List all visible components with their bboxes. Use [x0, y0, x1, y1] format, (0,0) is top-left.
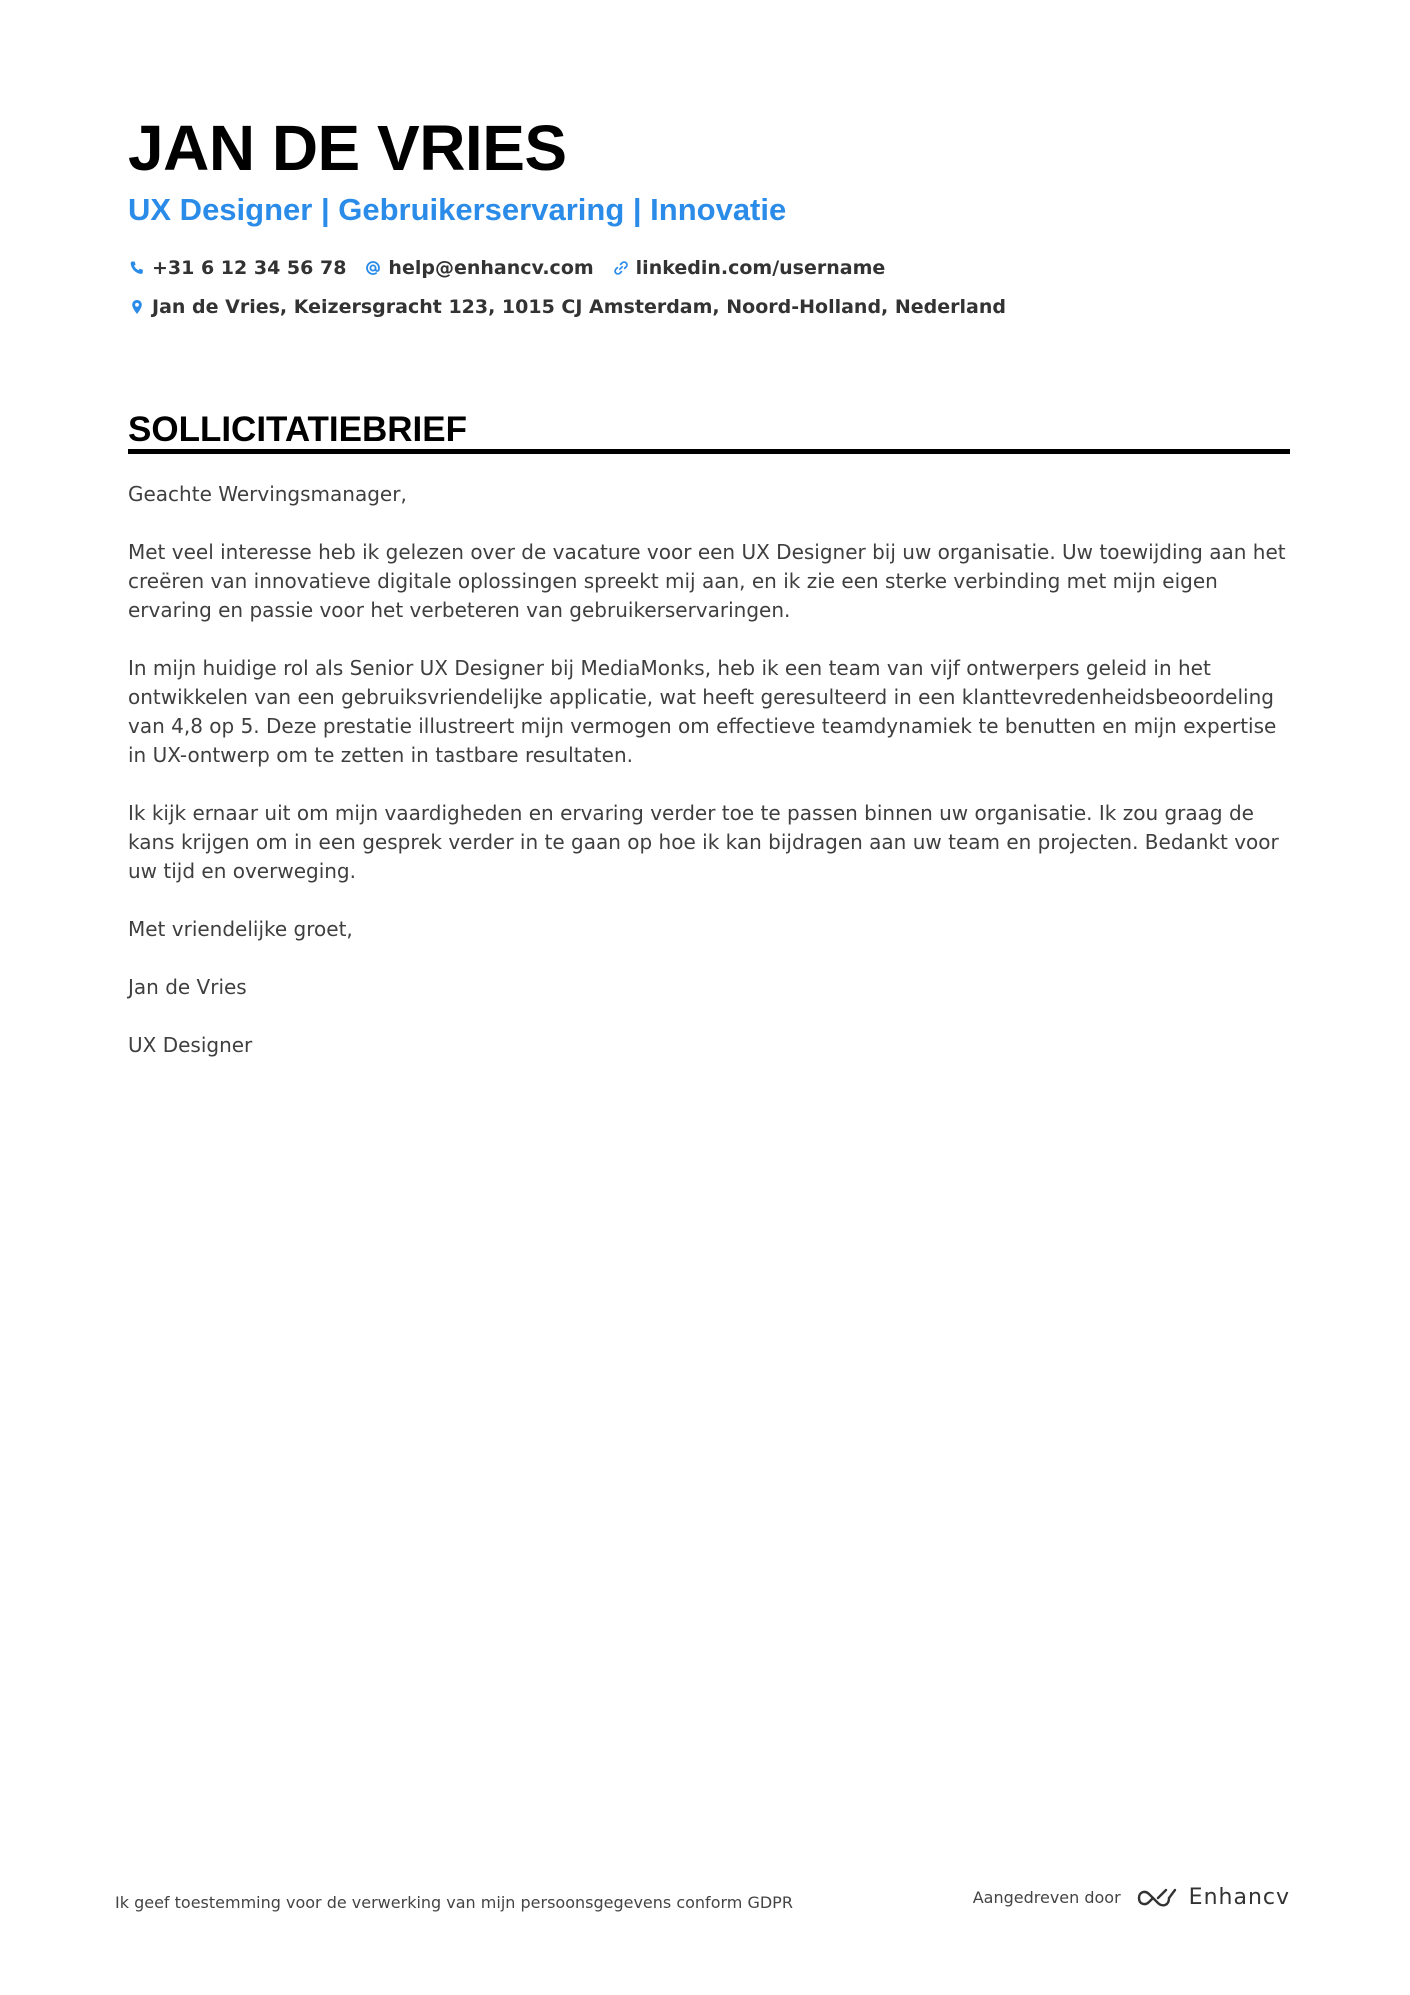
brand-name: Enhancv — [1188, 1885, 1290, 1910]
letter-closing: Met vriendelijke groet, — [128, 917, 353, 941]
address-row — [128, 293, 1024, 321]
candidate-tagline: UX Designer | Gebruikerservaring | Innovatie — [128, 192, 787, 227]
letter-salutation: Geachte Wervingsmanager, — [128, 482, 407, 506]
letter-paragraph: Met veel interesse heb ik gelezen over de vacature voor een UX Designer bij uw organisatie. Uw toewijding aan het creëren van innovatieve digitale oplossingen spreekt mij aan, en ik zie een sterke verbinding met mijn eigen ervaring en passie voor het verbeteren van gebruikerservaringen. — [128, 540, 1286, 622]
contact-linkedin[interactable] — [612, 257, 886, 279]
section-divider — [128, 449, 1290, 454]
contact-address — [128, 296, 1006, 318]
linkedin-url[interactable]: linkedin.com/username — [635, 257, 886, 279]
signature-name: Jan de Vries — [128, 975, 247, 999]
phone-icon — [128, 259, 146, 277]
powered-by-label: Aangedreven door — [972, 1888, 1121, 1907]
letter-paragraph: Ik kijk ernaar uit om mijn vaardigheden en ervaring verder toe te passen binnen uw organisatie. Ik zou graag de kans krijgen om in een gesprek verder in te gaan op hoe ik kan bijdragen aan uw team en projecten. Bedankt voor uw tijd en overweging. — [128, 801, 1279, 883]
location-pin-icon — [128, 298, 146, 316]
email-address[interactable]: help@enhancv.com — [388, 257, 594, 279]
at-icon — [364, 259, 382, 277]
gdpr-consent: Ik geef toestemming voor de verwerking van mijn persoonsgegevens conform GDPR — [115, 1893, 793, 1912]
enhancv-logo-icon — [1135, 1886, 1181, 1910]
contact-email[interactable] — [364, 257, 593, 279]
candidate-name: JAN DE VRIES — [128, 112, 567, 184]
contact-row — [128, 254, 903, 282]
letter-body — [128, 480, 1290, 1089]
phone-number: +31 6 12 34 56 78 — [152, 257, 347, 279]
postal-address: Jan de Vries, Keizersgracht 123, 1015 CJ Amsterdam, Noord-Holland, Nederland — [152, 296, 1006, 318]
contact-phone — [128, 257, 346, 279]
powered-by[interactable] — [973, 1885, 1290, 1910]
signature-title: UX Designer — [128, 1033, 253, 1057]
letter-paragraph: In mijn huidige rol als Senior UX Designer bij MediaMonks, heb ik een team van vijf ontwerpers geleid in het ontwikkelen van een gebruiksvriendelijke applicatie, wat heeft geresulteerd in een klanttevredenheidsbeoordeling van 4,8 op 5. Deze prestatie illustreert mijn vermogen om effectieve teamdynamiek te benutten en mijn expertise in UX-ontwerp om te zetten in tastbare resultaten. — [128, 656, 1277, 767]
section-title: SOLLICITATIEBRIEF — [128, 410, 467, 449]
link-icon — [612, 259, 630, 277]
